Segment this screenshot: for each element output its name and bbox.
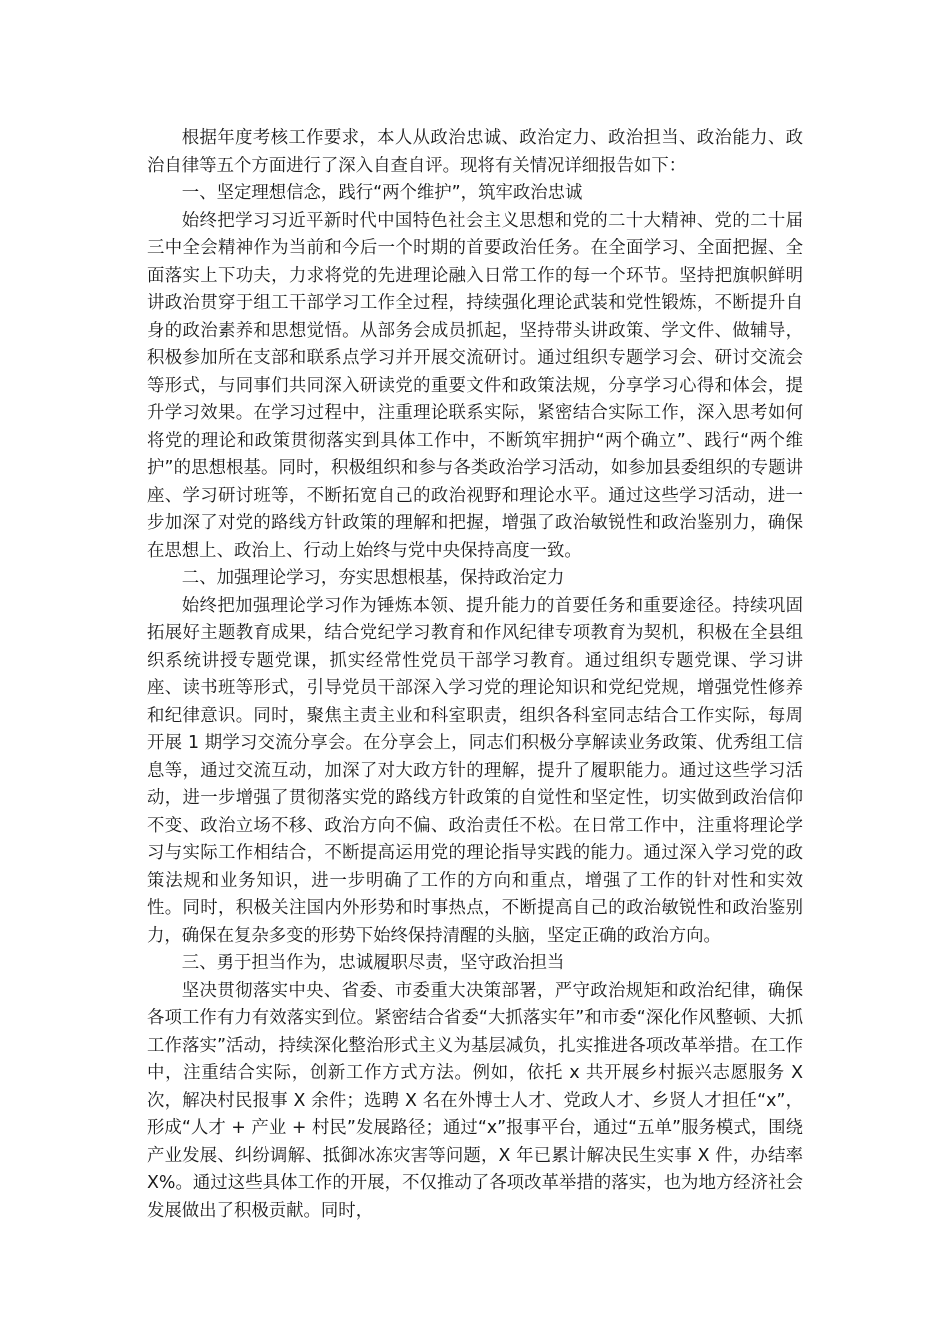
body-paragraph-2: 始终把加强理论学习作为锤炼本领、提升能力的首要任务和重要途径。持续巩固拓展好主题教育成果，结合党纪学习教育和作风纪律专项教育为契机，积极在全县组织系统讲授专题党课，抓实经常性党员干部学习教育。通过组织专题党课、学习讲座、读书班等形式，引导党员干部深入学习党的理论知识和党纪党规，增强党性修养和纪律意识。同时，聚焦主责主业和科室职责，组织各科室同志结合工作实际，每周开展 1 期学习交流分享会。在分享会上，同志们积极分享解读业务政策、优秀组工信息等，通过交流互动，加深了对大政方针的理解，提升了履职能力。通过这些学习活动，进一步增强了贯彻落实党的路线方针政策的自觉性和坚定性，切实做到政治信仰不变、政治立场不移、政治方向不偏、政治责任不松。在日常工作中，注重将理论学习与实际工作相结合，不断提高运用党的理论指导实践的能力。通过深入学习党的政策法规和业务知识，进一步明确了工作的方向和重点，增强了工作的针对性和实效性。同时，积极关注国内外形势和时事热点，不断提高自己的政治敏锐性和政治鉴别力，确保在复杂多变的形势下始终保持清醒的头脑，坚定正确的政治方向。 — [147, 595, 803, 946]
section-heading-3: 三、勇于担当作为，忠诚履职尽责，坚守政治担当 — [181, 953, 565, 973]
intro-paragraph: 根据年度考核工作要求，本人从政治忠诚、政治定力、政治担当、政治能力、政治自律等五个方面进行了深入自查自评。现将有关情况详细报告如下： — [147, 128, 803, 176]
body-paragraph-3: 坚决贯彻落实中央、省委、市委重大决策部署，严守政治规矩和政治纪律，确保各项工作有力有效落实到位。紧密结合省委“大抓落实年”和市委“深化作风整顿、大抓工作落实”活动，持续深化整治形式主义为基层减负，扎实推进各项改革举措。在工作中，注重结合实际，创新工作方式方法。例如，依托 x 共开展乡村振兴志愿服务 X 次，解决村民报事 X 余件；选聘 X 名在外博士人才、党政人才、乡贤人才担任“x”，形成“人才 + 产业 + 村民”发展路径；通过“x”报事平台，通过“五单”服务模式，围绕产业发展、纠纷调解、抵御冰冻灾害等问题，X 年已累计解决民生实事 X 件，办结率 X%。通过这些具体工作的开展，不仅推动了各项改革举措的落实，也为地方经济社会发展做出了积极贡献。同时， — [147, 980, 803, 1221]
section-heading-1: 一、坚定理想信念，践行“两个维护”，筑牢政治忠诚 — [181, 183, 583, 203]
body-paragraph-1: 始终把学习习近平新时代中国特色社会主义思想和党的二十大精神、党的二十届三中全会精神作为当前和今后一个时期的首要政治任务。在全面学习、全面把握、全面落实上下功夫，力求将党的先进理论融入日常工作的每一个环节。坚持把旗帜鲜明讲政治贯穿于组工干部学习工作全过程，持续强化理论武装和党性锻炼，不断提升自身的政治素养和思想觉悟。从部务会成员抓起，坚持带头讲政策、学文件、做辅导，积极参加所在支部和联系点学习并开展交流研讨。通过组织专题学习会、研讨交流会等形式，与同事们共同深入研读党的重要文件和政策法规，分享学习心得和体会，提升学习效果。在学习过程中，注重理论联系实际，紧密结合实际工作，深入思考如何将党的理论和政策贯彻落实到具体工作中，不断筑牢拥护“两个确立”、践行“两个维护”的思想根基。同时，积极组织和参与各类政治学习活动，如参加县委组织的专题讲座、学习研讨班等，不断拓宽自己的政治视野和理论水平。通过这些学习活动，进一步加深了对党的路线方针政策的理解和把握，增强了政治敏锐性和政治鉴别力，确保在思想上、政治上、行动上始终与党中央保持高度一致。 — [147, 210, 803, 561]
section-heading-2: 二、加强理论学习，夯实思想根基，保持政治定力 — [181, 568, 565, 588]
document-body — [147, 125, 803, 1225]
